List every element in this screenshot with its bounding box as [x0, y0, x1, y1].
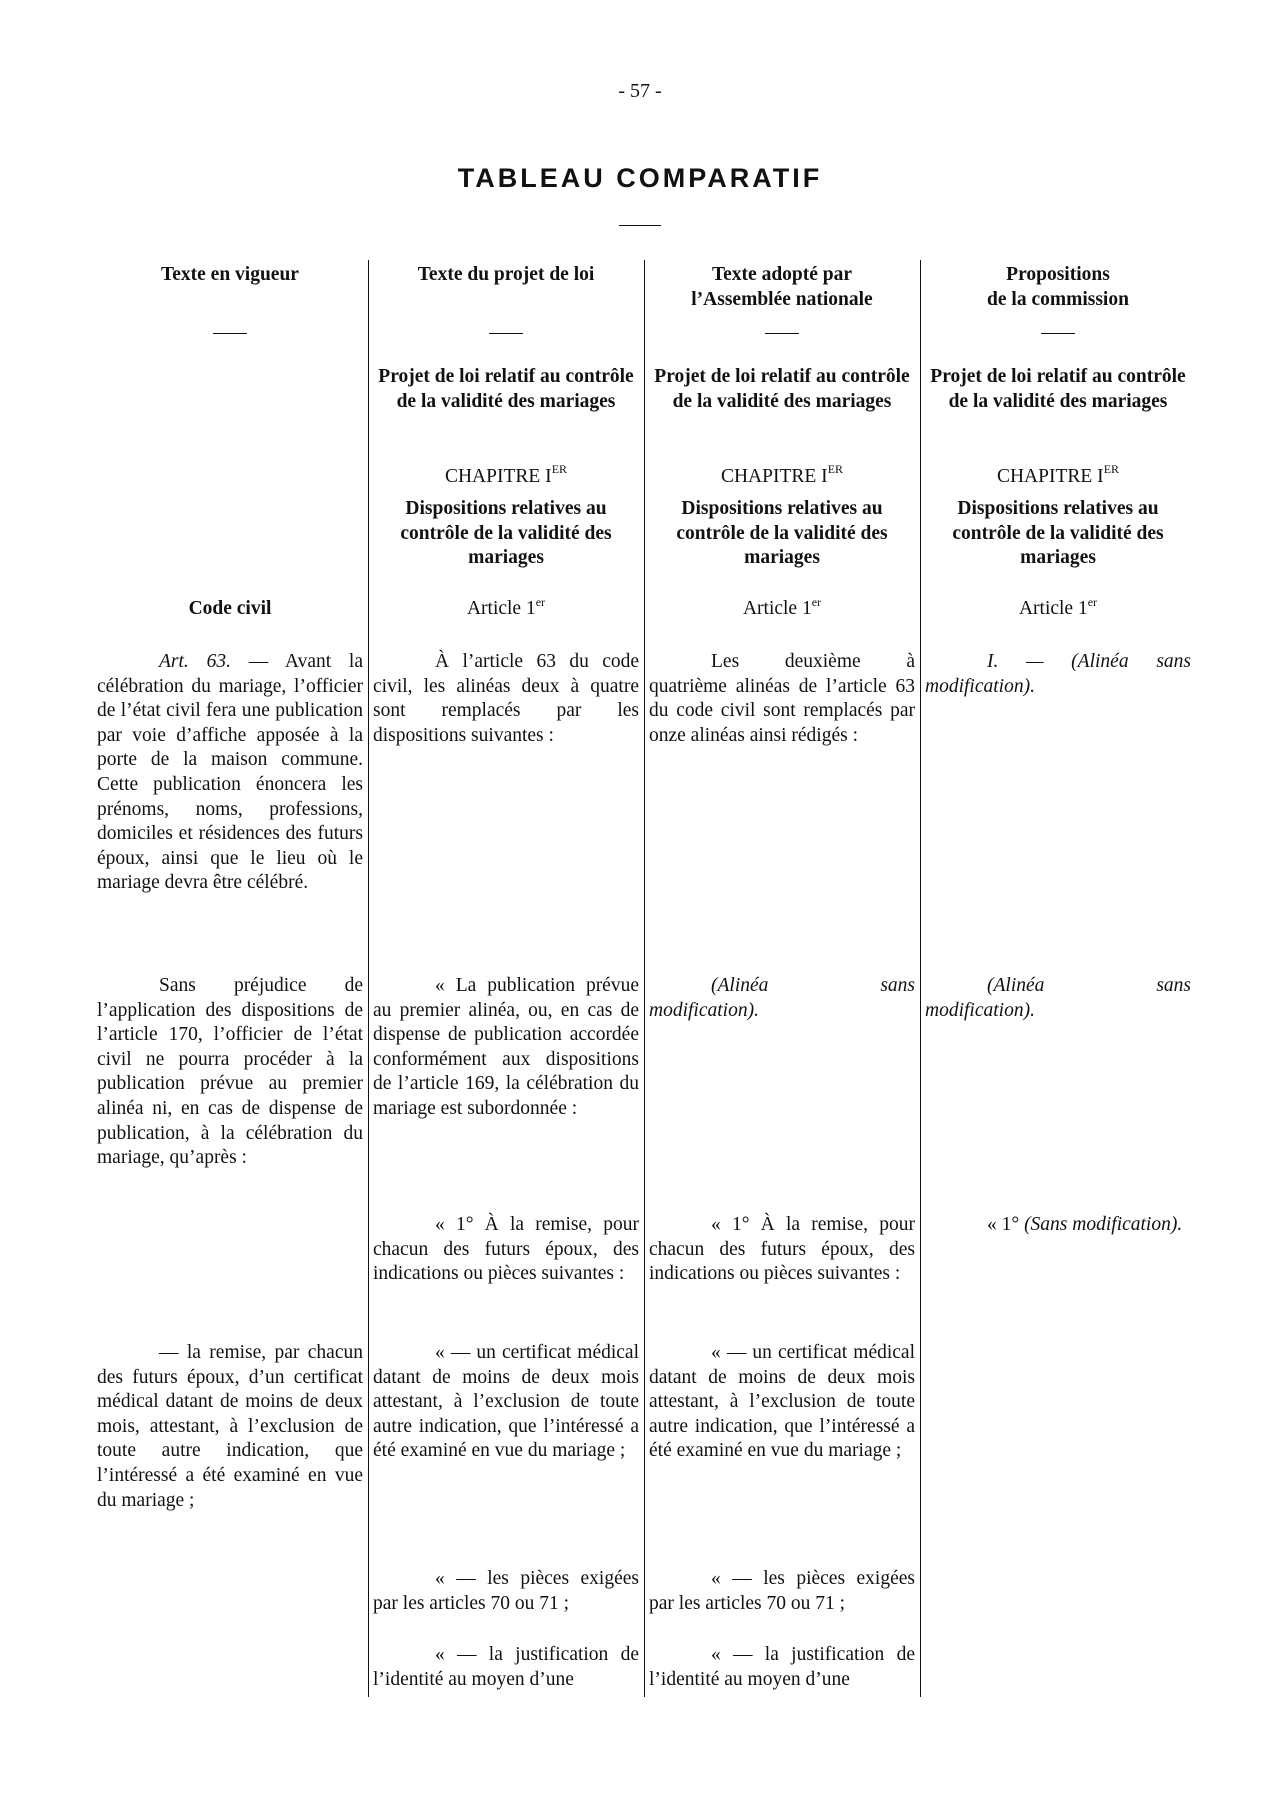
chapter-label: CHAPITRE IER — [996, 462, 1120, 487]
chapter-label: CHAPITRE IER — [444, 462, 568, 487]
art63-adopted-text: Les deuxième à quatrième alinéas de l’article 63 du code civil sont remplacés par onze alinéas ainsi rédigés : — [649, 651, 915, 746]
header-texte-projet-de-loi: Texte du projet de loi — [417, 264, 595, 285]
article-heading: Article 1er — [742, 595, 822, 619]
header-propositions-line1: Propositions — [1006, 264, 1110, 285]
remise-adopted-text: « 1° À la remise, pour chacun des futurs époux, des indications ou pièces suivantes : — [649, 1214, 915, 1285]
title-rule — [619, 225, 661, 226]
article-heading: Article 1er — [466, 595, 546, 619]
publication-adopted-text: (Alinéa sans modification). — [649, 975, 915, 1021]
identite-adopted-text: « — la justification de l’identité au moyen d’une — [649, 1644, 915, 1690]
bill-title: Projet de loi relatif au contrôle de la validité des mariages — [930, 366, 1186, 412]
chapter-title: Dispositions relatives au contrôle de la validité des mariages — [952, 498, 1164, 569]
column-divider — [920, 260, 921, 1697]
header-underline — [489, 333, 523, 334]
article-heading: Article 1er — [1018, 595, 1098, 619]
chapter-title: Dispositions relatives au contrôle de la validité des mariages — [676, 498, 888, 569]
header-texte-adopte-line1: Texte adopté par — [711, 264, 853, 285]
header-underline — [1041, 333, 1075, 334]
code-civil-heading: Code civil — [188, 598, 272, 619]
chapter-label: CHAPITRE IER — [720, 462, 844, 487]
art63-current-text: Art. 63. — Avant la célébration du mariage, l’officier de l’état civil fera une publication par voie d’affiche apposée à la porte de la maison commune. Cette publication énoncera les prénoms, noms, professions, domiciles et résidences des futurs époux, ainsi que le lieu où le mariage devra être célébré. — [97, 651, 363, 894]
header-propositions-commission — [925, 263, 1191, 312]
chapter-title: Dispositions relatives au contrôle de la validité des mariages — [400, 498, 612, 569]
header-underline — [765, 333, 799, 334]
page-number: - 57 - — [618, 80, 662, 102]
identite-bill-text: « — la justification de l’identité au moyen d’une — [373, 1644, 639, 1690]
remise-commission-text: « 1° (Sans modification). — [987, 1214, 1183, 1235]
remise-bill-text: « 1° À la remise, pour chacun des futurs époux, des indications ou pièces suivantes : — [373, 1214, 639, 1285]
header-underline — [213, 333, 247, 334]
certificat-bill-text: « — un certificat médical datant de moins de deux mois attestant, à l’exclusion de toute autre indication, que l’intéressé a été examiné en vue du mariage ; — [373, 1342, 639, 1462]
art63-commission-text: I. — (Alinéa sans modification). — [925, 651, 1191, 697]
header-texte-adopte-line2: l’Assemblée nationale — [691, 288, 873, 310]
art63-bill-text: À l’article 63 du code civil, les alinéas deux à quatre sont remplacés par les dispositions suivantes : — [373, 651, 639, 746]
bill-title: Projet de loi relatif au contrôle de la validité des mariages — [378, 366, 634, 412]
publication-commission-text: (Alinéa sans modification). — [925, 975, 1191, 1021]
certificat-adopted-text: « — un certificat médical datant de moins de deux mois attestant, à l’exclusion de toute autre indication, que l’intéressé a été examiné en vue du mariage ; — [649, 1342, 915, 1462]
pieces-adopted-text: « — les pièces exigées par les articles 70 ou 71 ; — [649, 1568, 915, 1614]
publication-bill-text: « La publication prévue au premier alinéa, ou, en cas de dispense de publication accordée conformément aux dispositions de l’article 169, la célébration du mariage est subordonnée : — [373, 975, 639, 1119]
comparative-table — [97, 260, 1193, 1697]
certificat-current-text: — la remise, par chacun des futurs époux, d’un certificat médical datant de moins de deux mois, attestant, à l’exclusion de toute autre indication, que l’intéressé a été examiné en vue du mariage ; — [97, 1342, 363, 1511]
column-divider — [368, 260, 369, 1697]
publication-current-text: Sans préjudice de l’application des dispositions de l’article 170, l’officier de l’état civil ne pourra procéder à la publication prévue au premier alinéa ni, en cas de dispense de publication, à la célébration du mariage, qu’après : — [97, 975, 363, 1169]
header-propositions-line2: de la commission — [987, 288, 1129, 310]
header-texte-adopte-an — [649, 263, 915, 312]
header-texte-en-vigueur: Texte en vigueur — [161, 264, 299, 285]
column-divider — [644, 260, 645, 1697]
pieces-bill-text: « — les pièces exigées par les articles 70 ou 71 ; — [373, 1568, 639, 1614]
page-title: TABLEAU COMPARATIF — [457, 163, 823, 193]
bill-title: Projet de loi relatif au contrôle de la validité des mariages — [654, 366, 910, 412]
